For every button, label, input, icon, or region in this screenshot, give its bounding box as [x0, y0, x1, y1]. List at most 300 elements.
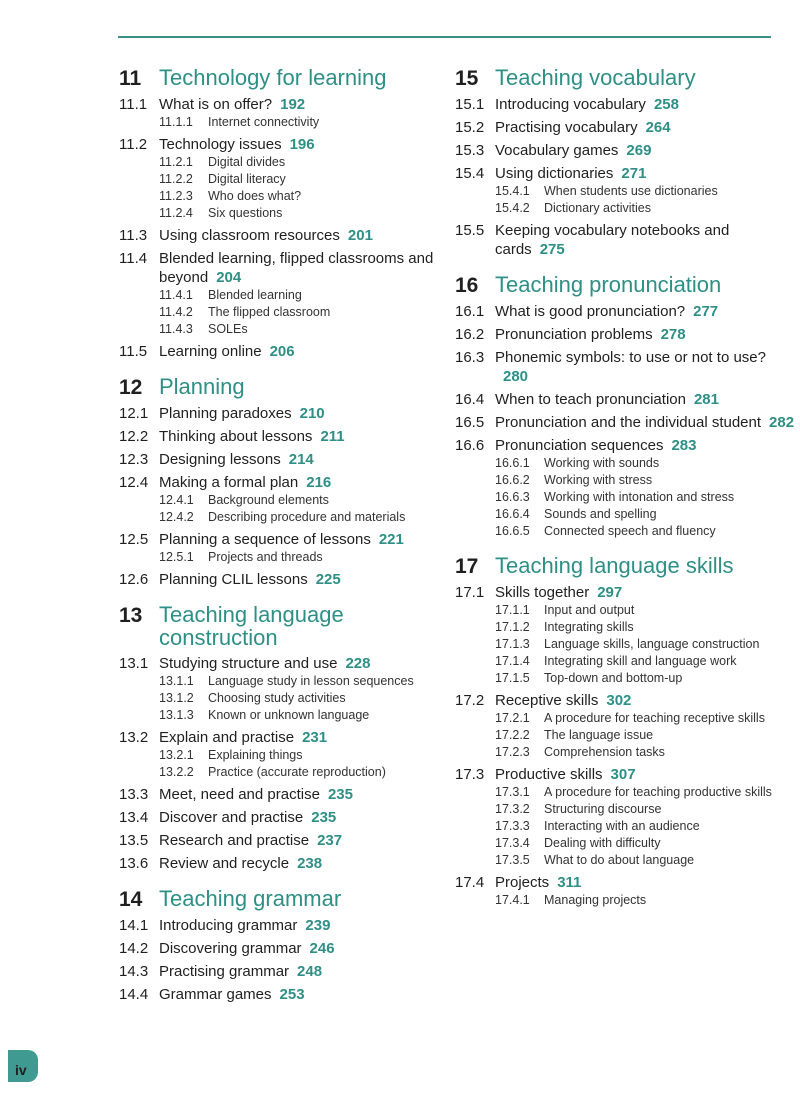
section-number: 11.5: [119, 343, 148, 360]
subsection-title: Language study in lesson sequences: [208, 674, 414, 688]
section-entry[interactable]: [119, 831, 449, 850]
subsection-title: Integrating skills: [544, 620, 634, 634]
subsection-title: Working with intonation and stress: [544, 490, 735, 504]
section-entry[interactable]: [119, 226, 449, 245]
section-number: 11.2: [119, 136, 148, 153]
subsection-number: 17.1.3: [495, 637, 530, 651]
chapter-heading: [455, 554, 795, 578]
chapter: [119, 887, 449, 1004]
subsection-number: 15.4.1: [495, 184, 530, 198]
section-entry[interactable]: [455, 141, 795, 160]
section-title: Skills together: [495, 584, 590, 601]
subsection-number: 13.2.1: [159, 748, 194, 762]
subsection-entry[interactable]: [455, 852, 795, 869]
subsection-entry[interactable]: [119, 492, 449, 509]
subsection-number: 17.2.2: [495, 728, 530, 742]
section-text: [159, 530, 449, 549]
subsection-title: Managing projects: [544, 893, 647, 907]
chapter: [119, 603, 449, 873]
subsection-entry[interactable]: [455, 727, 795, 744]
subsection-number: 17.2.1: [495, 711, 530, 725]
section-entry[interactable]: [455, 325, 795, 344]
section-entry[interactable]: [455, 390, 795, 409]
section-entry[interactable]: [119, 728, 449, 747]
chapter-number: 16: [455, 274, 479, 297]
subsection-entry[interactable]: [455, 670, 795, 687]
section-text: [495, 325, 795, 344]
subsection-number: 13.2.2: [159, 765, 194, 779]
subsection-number: 17.1.4: [495, 654, 530, 668]
subsection-entry[interactable]: [455, 784, 795, 801]
subsection-entry[interactable]: [119, 321, 449, 338]
subsection-entry[interactable]: [455, 200, 795, 217]
section-entry[interactable]: [455, 436, 795, 455]
section-title: Thinking about lessons: [159, 428, 313, 445]
subsection-entry[interactable]: [455, 506, 795, 523]
section-title: Discovering grammar: [159, 940, 302, 957]
section-page-number: 283: [671, 437, 697, 454]
subsection-entry[interactable]: [455, 489, 795, 506]
section-entry[interactable]: [119, 654, 449, 673]
chapter: [455, 66, 795, 259]
subsection-title: A procedure for teaching productive skills: [544, 785, 772, 799]
subsection-title: Internet connectivity: [208, 115, 320, 129]
section-page-number: 253: [279, 986, 305, 1003]
chapter-number: 13: [119, 604, 143, 627]
subsection-title: What to do about language: [544, 853, 695, 867]
section-entry[interactable]: [455, 348, 795, 386]
subsection-title: Input and output: [544, 603, 635, 617]
chapter-number: 12: [119, 376, 143, 399]
subsection-number: 11.4.3: [159, 322, 193, 336]
subsection-entry[interactable]: [119, 287, 449, 304]
subsection-title: Background elements: [208, 493, 329, 507]
section-number: 17.1: [455, 584, 485, 601]
section-number: 12.3: [119, 451, 149, 468]
section-page-number: 307: [610, 766, 636, 783]
toc-column-left: [119, 66, 449, 1018]
section-title: When to teach pronunciation: [495, 391, 686, 408]
subsection-number: 17.3.1: [495, 785, 530, 799]
section-number: 16.2: [455, 326, 485, 343]
subsection-title: Interacting with an audience: [544, 819, 700, 833]
section-title: Studying structure and use: [159, 655, 338, 672]
subsection-title: Dealing with difficulty: [544, 836, 661, 850]
subsection-title: Digital literacy: [208, 172, 286, 186]
section-page-number: 216: [306, 474, 332, 491]
section-entry[interactable]: [119, 570, 449, 589]
subsection-number: 17.3.5: [495, 853, 530, 867]
section-entry[interactable]: [119, 249, 449, 287]
section-number: 13.5: [119, 832, 149, 849]
section-title: Planning paradoxes: [159, 405, 292, 422]
subsection-title: A procedure for teaching receptive skills: [544, 711, 765, 725]
section-page-number: 269: [626, 142, 652, 159]
section-title: Explain and practise: [159, 729, 295, 746]
subsection-number: 11.2.2: [159, 172, 193, 186]
chapter-heading: [119, 603, 449, 649]
section-entry[interactable]: [455, 164, 795, 183]
subsection-title: Choosing study activities: [208, 691, 346, 705]
subsection-entry[interactable]: [119, 690, 449, 707]
section-title: Pronunciation sequences: [495, 437, 664, 454]
chapter: [119, 375, 449, 589]
section-entry[interactable]: [455, 413, 795, 432]
subsection-title: Working with sounds: [544, 456, 660, 470]
subsection-entry[interactable]: [119, 205, 449, 222]
section-entry[interactable]: [119, 427, 449, 446]
section-number: 11.4: [119, 250, 148, 267]
section-entry[interactable]: [119, 342, 449, 361]
subsection-entry[interactable]: [119, 764, 449, 781]
section-entry[interactable]: [119, 916, 449, 935]
subsection-number: 13.1.1: [159, 674, 194, 688]
subsection-entry[interactable]: [455, 602, 795, 619]
chapter-number: 17: [455, 555, 479, 578]
section-text: [159, 654, 449, 673]
subsection-entry[interactable]: [455, 818, 795, 835]
section-number: 14.2: [119, 940, 149, 957]
section-text: [495, 765, 795, 784]
section-title: Grammar games: [159, 986, 272, 1003]
subsection-entry[interactable]: [119, 114, 449, 131]
section-text: [495, 873, 795, 892]
subsection-number: 16.6.2: [495, 473, 530, 487]
subsection-entry[interactable]: [455, 801, 795, 818]
section-text: [159, 570, 449, 589]
section-page-number: 280: [503, 368, 529, 385]
chapter-title[interactable]: Planning: [159, 374, 245, 399]
subsection-title: The flipped classroom: [208, 305, 331, 319]
section-title: Learning online: [159, 343, 262, 360]
section-number: 16.1: [455, 303, 485, 320]
subsection-title: Language skills, language construction: [544, 637, 760, 651]
section-number: 13.6: [119, 855, 149, 872]
subsection-number: 17.3.2: [495, 802, 530, 816]
section-number: 15.4: [455, 165, 485, 182]
section-entry[interactable]: [455, 583, 795, 602]
section-text: [495, 302, 795, 321]
subsection-title: Known or unknown language: [208, 708, 370, 722]
section-title: Introducing vocabulary: [495, 96, 646, 113]
subsection-number: 11.2.4: [159, 206, 193, 220]
section-page-number: 302: [606, 692, 632, 709]
subsection-entry[interactable]: [119, 188, 449, 205]
section-entry[interactable]: [119, 473, 449, 492]
section-text: [159, 427, 449, 446]
chapter-heading: [119, 66, 449, 90]
section-text: [159, 962, 449, 981]
section-text: [159, 249, 449, 287]
subsection-number: 13.1.3: [159, 708, 194, 722]
section-page-number: 204: [216, 269, 242, 286]
section-page-number: 201: [347, 227, 373, 244]
subsection-entry[interactable]: [455, 835, 795, 852]
subsection-entry[interactable]: [455, 710, 795, 727]
subsection-number: 11.4.1: [159, 288, 193, 302]
chapter-title[interactable]: Technology for learning: [159, 65, 387, 90]
chapter-number: 14: [119, 888, 143, 911]
chapter-title[interactable]: Teaching pronunciation: [495, 272, 722, 297]
section-title: Pronunciation and the individual student: [495, 414, 762, 431]
section-number: 17.2: [455, 692, 485, 709]
section-text: [159, 450, 449, 469]
subsection-title: When students use dictionaries: [544, 184, 718, 198]
section-title: Planning a sequence of lessons: [159, 531, 371, 548]
section-entry[interactable]: [119, 530, 449, 549]
section-text: [159, 404, 449, 423]
section-text: [495, 436, 795, 455]
subsection-title: Integrating skill and language work: [544, 654, 737, 668]
subsection-entry[interactable]: [119, 171, 449, 188]
subsection-entry[interactable]: [455, 653, 795, 670]
subsection-number: 17.1.2: [495, 620, 530, 634]
section-title: Technology issues: [159, 136, 282, 153]
chapter-number: 11: [119, 67, 142, 90]
section-number: 15.2: [455, 119, 485, 136]
section-page-number: 206: [269, 343, 295, 360]
top-rule: [118, 36, 771, 38]
section-title: Review and recycle: [159, 855, 290, 872]
chapter: [455, 554, 795, 909]
section-page-number: 248: [297, 963, 323, 980]
section-title: Using dictionaries: [495, 165, 614, 182]
section-text: [159, 342, 449, 361]
section-page-number: 211: [320, 428, 345, 445]
section-number: 16.4: [455, 391, 485, 408]
subsection-title: Digital divides: [208, 155, 286, 169]
subsection-title: Explaining things: [208, 748, 303, 762]
section-page-number: 239: [305, 917, 331, 934]
section-page-number: 275: [539, 241, 565, 258]
section-text: [159, 854, 449, 873]
section-page-number: 277: [693, 303, 719, 320]
section-text: [495, 141, 795, 160]
section-text: [159, 939, 449, 958]
toc-column-right: [455, 66, 795, 923]
section-number: 14.3: [119, 963, 149, 980]
section-title: Practising grammar: [159, 963, 290, 980]
section-number: 12.2: [119, 428, 149, 445]
section-entry[interactable]: [119, 962, 449, 981]
section-title: What is good pronunciation?: [495, 303, 686, 320]
section-title: Planning CLIL lessons: [159, 571, 308, 588]
section-page-number: 246: [309, 940, 335, 957]
section-text: [159, 808, 449, 827]
section-text: [495, 390, 795, 409]
section-title: Practising vocabulary: [495, 119, 638, 136]
subsection-number: 11.1.1: [159, 115, 193, 129]
section-page-number: 225: [315, 571, 341, 588]
subsection-number: 11.2.1: [159, 155, 193, 169]
chapter: [119, 66, 449, 361]
section-text: [159, 226, 449, 245]
section-entry[interactable]: [119, 135, 449, 154]
subsection-entry[interactable]: [455, 636, 795, 653]
subsection-number: 17.1.5: [495, 671, 530, 685]
subsection-number: 17.3.3: [495, 819, 530, 833]
chapter-heading: [455, 66, 795, 90]
section-entry[interactable]: [455, 95, 795, 114]
subsection-entry[interactable]: [119, 304, 449, 321]
section-title: Productive skills: [495, 766, 603, 783]
section-number: 16.3: [455, 349, 485, 366]
section-page-number: 235: [311, 809, 337, 826]
subsection-number: 11.4.2: [159, 305, 193, 319]
section-entry[interactable]: [119, 939, 449, 958]
section-text: [159, 95, 449, 114]
section-number: 13.3: [119, 786, 149, 803]
subsection-title: Who does what?: [208, 189, 302, 203]
section-page-number: 235: [327, 786, 353, 803]
section-text: [159, 728, 449, 747]
section-title: Blended learning, flipped classrooms and beyond: [159, 250, 434, 286]
section-page-number: 196: [289, 136, 315, 153]
subsection-entry[interactable]: [455, 472, 795, 489]
subsection-number: 17.3.4: [495, 836, 530, 850]
subsection-entry[interactable]: [455, 744, 795, 761]
section-entry[interactable]: [455, 221, 795, 259]
section-text: [495, 118, 795, 137]
section-number: 13.4: [119, 809, 149, 826]
section-entry[interactable]: [455, 873, 795, 892]
section-number: 15.3: [455, 142, 485, 159]
subsection-number: 16.6.5: [495, 524, 530, 538]
section-entry[interactable]: [455, 691, 795, 710]
section-page-number: 221: [378, 531, 404, 548]
section-number: 13.1: [119, 655, 149, 672]
section-number: 11.1: [119, 96, 148, 113]
section-text: [495, 95, 795, 114]
subsection-number: 17.4.1: [495, 893, 530, 907]
chapter-heading: [455, 273, 795, 297]
section-number: 17.4: [455, 874, 485, 891]
subsection-title: Six questions: [208, 206, 283, 220]
section-number: 12.1: [119, 405, 149, 422]
section-number: 15.1: [455, 96, 485, 113]
section-number: 16.6: [455, 437, 485, 454]
subsection-entry[interactable]: [119, 747, 449, 764]
section-entry[interactable]: [119, 404, 449, 423]
subsection-entry[interactable]: [455, 183, 795, 200]
section-entry[interactable]: [119, 854, 449, 873]
section-number: 14.4: [119, 986, 149, 1003]
section-title: Receptive skills: [495, 692, 599, 709]
section-number: 11.3: [119, 227, 148, 244]
section-entry[interactable]: [119, 450, 449, 469]
subsection-title: Describing procedure and materials: [208, 510, 406, 524]
chapter: [455, 273, 795, 540]
section-title: Projects: [495, 874, 550, 891]
section-text: [159, 473, 449, 492]
section-title: Meet, need and practise: [159, 786, 320, 803]
subsection-entry[interactable]: [119, 673, 449, 690]
subsection-title: Projects and threads: [208, 550, 323, 564]
section-title: Introducing grammar: [159, 917, 298, 934]
section-entry[interactable]: [119, 808, 449, 827]
subsection-entry[interactable]: [119, 707, 449, 724]
subsection-title: Top-down and bottom-up: [544, 671, 683, 685]
subsection-entry[interactable]: [455, 892, 795, 909]
subsection-entry[interactable]: [455, 619, 795, 636]
subsection-entry[interactable]: [119, 509, 449, 526]
subsection-number: 12.5.1: [159, 550, 194, 564]
subsection-title: SOLEs: [208, 322, 248, 336]
page-number: iv: [15, 1062, 27, 1078]
section-page-number: 258: [653, 96, 679, 113]
subsection-title: Comprehension tasks: [544, 745, 665, 759]
chapter-title[interactable]: Teaching language skills: [495, 553, 734, 578]
section-entry[interactable]: [455, 302, 795, 321]
subsection-number: 11.2.3: [159, 189, 193, 203]
subsection-entry[interactable]: [119, 549, 449, 566]
section-text: [495, 691, 795, 710]
section-entry[interactable]: [119, 785, 449, 804]
section-title: Designing lessons: [159, 451, 281, 468]
subsection-number: 15.4.2: [495, 201, 530, 215]
chapter-title[interactable]: Teaching vocabulary: [495, 65, 696, 90]
section-text: [159, 831, 449, 850]
section-text: [495, 348, 795, 386]
subsection-number: 16.6.4: [495, 507, 530, 521]
subsection-number: 16.6.3: [495, 490, 530, 504]
page-number-tab: [8, 1050, 38, 1082]
subsection-entry[interactable]: [455, 523, 795, 540]
subsection-title: Connected speech and fluency: [544, 524, 716, 538]
chapter-heading: [119, 887, 449, 911]
section-text: [495, 164, 795, 183]
section-title: Making a formal plan: [159, 474, 299, 491]
section-title: What is on offer?: [159, 96, 273, 113]
section-page-number: 282: [769, 414, 795, 431]
chapter-number: 15: [455, 67, 479, 90]
section-number: 12.5: [119, 531, 149, 548]
section-page-number: 278: [660, 326, 686, 343]
section-page-number: 210: [299, 405, 325, 422]
section-text: [495, 221, 795, 259]
section-number: 15.5: [455, 222, 485, 239]
section-text: [495, 583, 795, 602]
section-page-number: 271: [621, 165, 647, 182]
section-text: [159, 985, 449, 1004]
section-title: Vocabulary games: [495, 142, 619, 159]
chapter-title[interactable]: Teaching grammar: [159, 886, 342, 911]
section-entry[interactable]: [119, 95, 449, 114]
section-title: Using classroom resources: [159, 227, 340, 244]
subsection-entry[interactable]: [119, 154, 449, 171]
section-page-number: 311: [557, 874, 582, 891]
chapter-heading: [119, 375, 449, 399]
section-page-number: 231: [302, 729, 328, 746]
section-entry[interactable]: [455, 765, 795, 784]
section-entry[interactable]: [119, 985, 449, 1004]
subsection-number: 17.1.1: [495, 603, 530, 617]
section-title: Pronunciation problems: [495, 326, 653, 343]
section-number: 12.6: [119, 571, 149, 588]
subsection-number: 12.4.1: [159, 493, 194, 507]
subsection-number: 13.1.2: [159, 691, 194, 705]
section-page-number: 228: [345, 655, 371, 672]
chapter-title[interactable]: Teaching language construction: [159, 602, 344, 650]
section-title: Research and practise: [159, 832, 310, 849]
subsection-number: 12.4.2: [159, 510, 194, 524]
subsection-entry[interactable]: [455, 455, 795, 472]
section-page-number: 297: [597, 584, 623, 601]
section-page-number: 192: [280, 96, 306, 113]
subsection-number: 17.2.3: [495, 745, 530, 759]
section-text: [159, 785, 449, 804]
section-entry[interactable]: [455, 118, 795, 137]
